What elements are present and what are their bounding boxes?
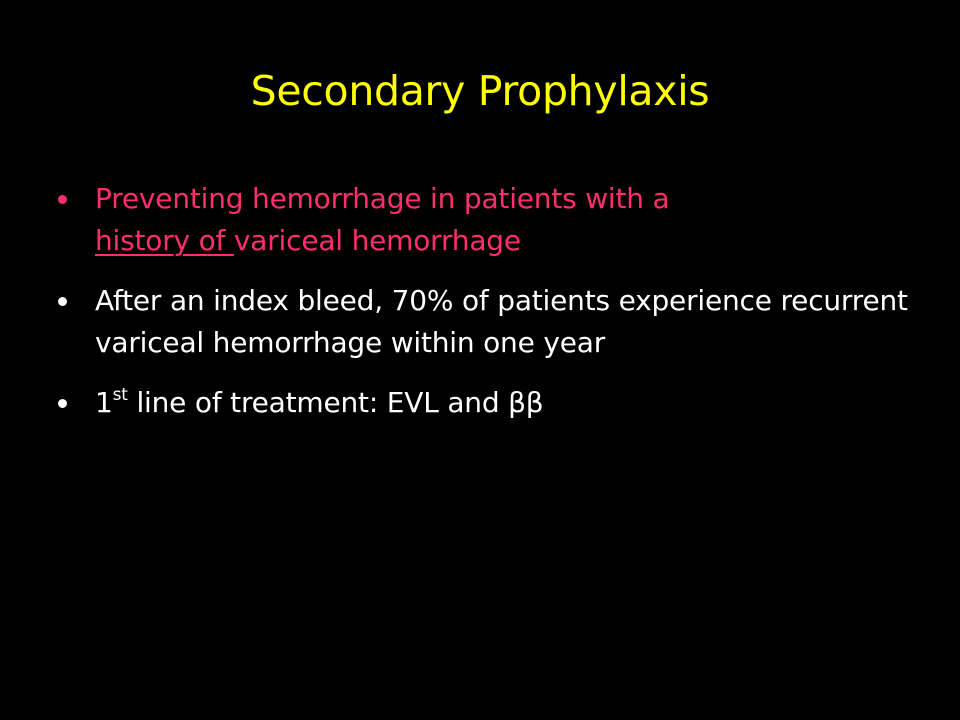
ordinal-suffix: st [112,385,128,405]
bullet-dot-icon [58,297,67,306]
underlined-text: history of [95,224,234,257]
slide-title: Secondary Prophylaxis [250,67,710,115]
bullet-text: Preventing hemorrhage in patients with a [95,182,670,215]
bullet-text: variceal hemorrhage [233,224,521,257]
bullet-item-recurrence-rate [58,280,918,364]
bullet-text: line of treatment: EVL and ββ [127,386,544,419]
bullet-item-first-line-treatment [58,382,918,424]
bullet-item-secondary-definition [58,178,918,262]
ordinal-number: 1 [95,386,113,419]
bullet-dot-icon [58,399,67,408]
bullet-list [58,178,918,442]
bullet-dot-icon [58,195,67,204]
bullet-text: After an index bleed, 70% of patients experience recurrent variceal hemorrhage within one year [95,284,908,359]
